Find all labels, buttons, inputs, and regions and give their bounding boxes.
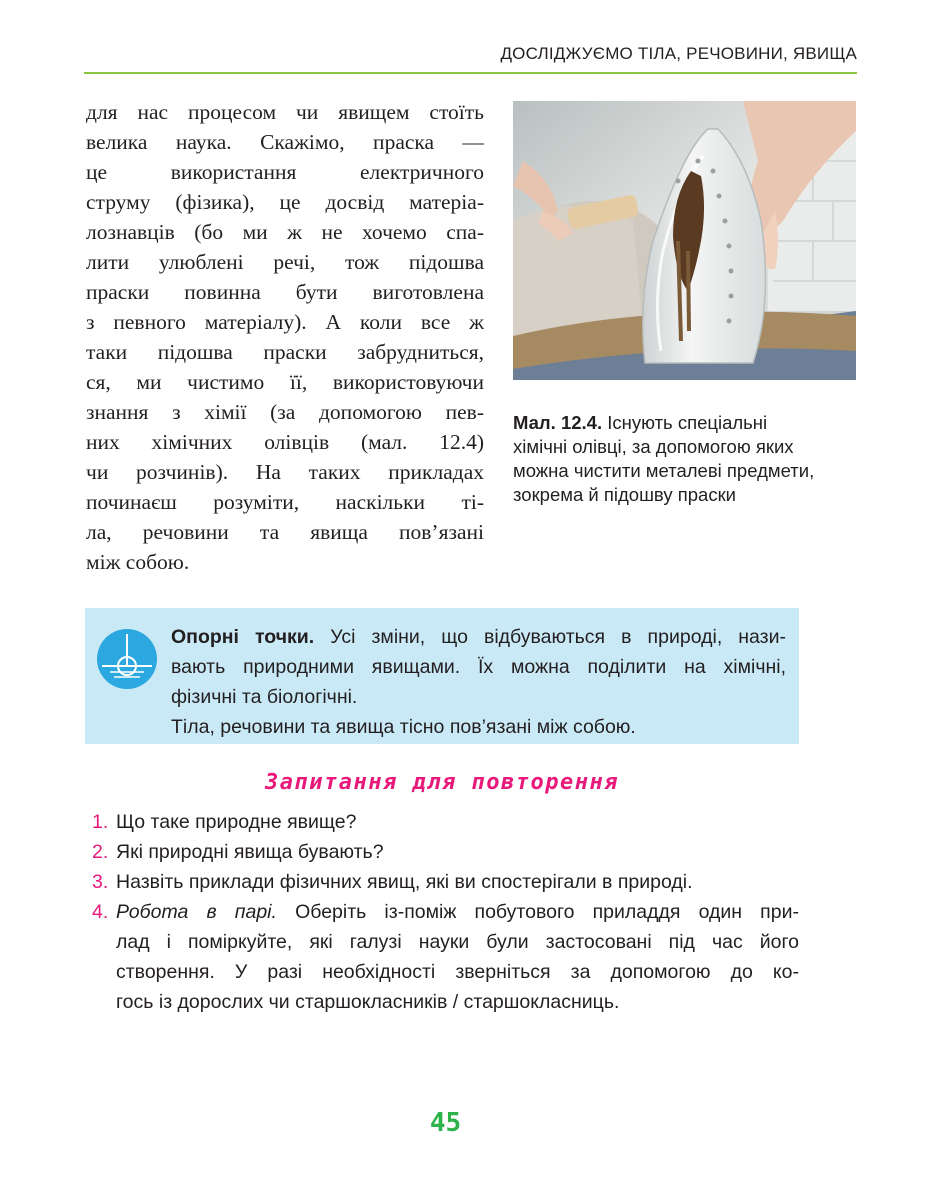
body-line: між собою. [86,550,190,574]
questions-list [92,807,799,1017]
question-italic-lead: Робота в парі. [116,901,277,923]
caption-line-4: зокрема й підошву праски [513,484,736,505]
running-header: ДОСЛІДЖУЄМО ТІЛА, РЕЧОВИНИ, ЯВИЩА [500,44,857,63]
question-line [116,897,799,927]
caption-line-1 [513,411,858,435]
question-line: гось із дорослих чи старшокласників / старшокласниць. [116,991,620,1013]
question-number: 4. [92,901,109,923]
key-line-3: фізичні та біологічні. [171,686,358,708]
question-text: Що таке природне явище? [116,811,357,833]
body-line: лити улюблені речі, тож підошва [86,250,484,274]
question-text: Назвіть приклади фізичних явищ, які ви спостерігали в природі. [116,871,693,893]
body-line: це використання електричного [86,160,484,184]
question-number: 1. [92,811,109,833]
questions-heading: Запитання для повторення [265,770,619,795]
key-line-1 [171,622,786,652]
header-divider [84,72,857,74]
caption-text: Існують спеціальні [607,412,768,433]
body-line: праски повинна бути виготовлена [86,280,484,304]
key-points-text [171,622,786,742]
iron-photo [513,101,856,380]
body-line: для нас процесом чи явищем стоїть [86,100,484,124]
question-number: 3. [92,871,109,893]
body-line: ся, ми чистимо її, використовуючи [86,370,484,394]
question-line: лад і поміркуйте, які галузі науки були застосовані під час його [116,931,799,953]
key-points-title: Опорні точки. [171,626,315,648]
body-line: з певного матеріалу). А коли все ж [86,310,484,334]
body-line: них хімічних олівців (мал. 12.4) [86,430,484,454]
question-item [92,837,799,867]
body-line: струму (фізика), це досвід матеріа- [86,190,484,214]
question-item [92,867,799,897]
key-line-1-text: Усі зміни, що відбуваються в природі, нази- [330,626,787,648]
body-line: лознавців (бо ми ж не хочемо спа- [86,220,484,244]
body-line: ла, речовини та явища пов’язані [86,520,484,544]
caption-line-2: хімічні олівці, за допомогою яких [513,436,794,457]
key-line-2: вають природними явищами. Їх можна поділити на хімічні, [171,656,786,678]
target-icon [96,628,158,690]
iron-illustration [513,101,856,380]
question-line-rest: Оберіть із-поміж побутового приладдя один при- [276,901,799,923]
question-item [92,897,799,1017]
question-text: Які природні явища бувають? [116,841,384,863]
caption-label: Мал. 12.4. [513,412,603,433]
caption-line-3: можна чистити металеві предмети, [513,460,815,481]
key-line-4: Тіла, речовини та явища тісно пов’язані між собою. [171,716,636,738]
body-line: велика наука. Скажімо, праска — [86,130,484,154]
body-line: чи розчинів). На таких прикладах [86,460,484,484]
page-number: 45 [429,1108,462,1138]
question-item [92,807,799,837]
body-paragraph [86,97,484,577]
body-line: знання з хімії (за допомогою пев- [86,400,484,424]
figure-caption [513,411,858,507]
body-line: таки підошва праски забрудниться, [86,340,484,364]
question-line: створення. У разі необхідності зверніться за допомогою до ко- [116,961,799,983]
body-line: починаєш розуміти, наскільки ті- [86,490,484,514]
key-points-box [85,608,799,744]
question-number: 2. [92,841,109,863]
